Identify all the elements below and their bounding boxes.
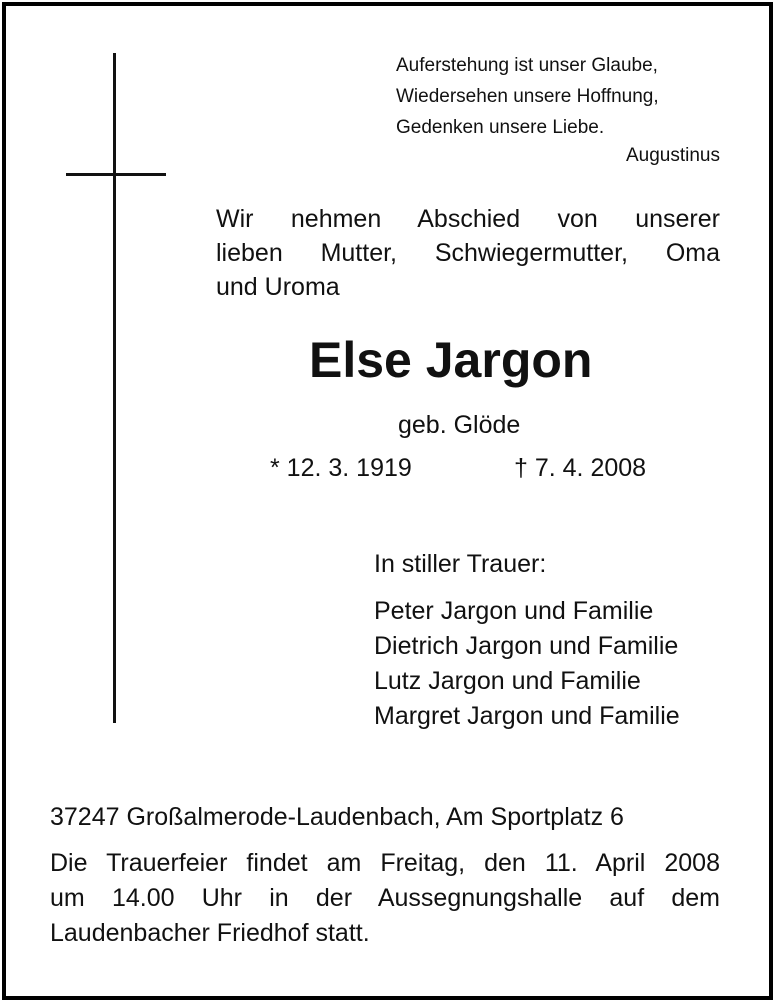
address: 37247 Großalmerode-Laudenbach, Am Sportplatz 6 bbox=[50, 803, 624, 831]
intro-line: lieben Mutter, Schwiegermutter, Oma bbox=[216, 239, 720, 267]
mourner-item: Margret Jargon und Familie bbox=[374, 702, 680, 730]
quote-line: Auferstehung ist unser Glaube, bbox=[396, 55, 658, 76]
funeral-service-info bbox=[50, 846, 720, 951]
mourners-list bbox=[374, 594, 680, 734]
intro-line: und Uroma bbox=[216, 273, 340, 301]
service-line: um 14.00 Uhr in der Aussegnungshalle auf dem bbox=[50, 884, 720, 912]
cross-icon-bar bbox=[66, 173, 166, 176]
mourner-item: Peter Jargon und Familie bbox=[374, 597, 654, 625]
cross-icon bbox=[113, 53, 116, 723]
mourner-item: Dietrich Jargon und Familie bbox=[374, 632, 679, 660]
intro-line: Wir nehmen Abschied von unserer bbox=[216, 205, 720, 233]
deceased-name: Else Jargon bbox=[309, 332, 593, 388]
quote-author: Augustinus bbox=[625, 145, 720, 166]
mourners-heading: In stiller Trauer: bbox=[374, 550, 547, 578]
quote bbox=[396, 50, 659, 143]
birth-date: * 12. 3. 1919 bbox=[270, 454, 412, 482]
death-date: † 7. 4. 2008 bbox=[514, 454, 647, 482]
intro-text bbox=[216, 202, 720, 304]
quote-line: Gedenken unsere Liebe. bbox=[396, 117, 605, 138]
mourner-item: Lutz Jargon und Familie bbox=[374, 667, 641, 695]
service-line: Laudenbacher Friedhof statt. bbox=[50, 919, 370, 947]
service-line: Die Trauerfeier findet am Freitag, den 11. April 2008 bbox=[50, 849, 720, 877]
maiden-name: geb. Glöde bbox=[398, 411, 521, 439]
quote-line: Wiedersehen unsere Hoffnung, bbox=[396, 86, 659, 107]
